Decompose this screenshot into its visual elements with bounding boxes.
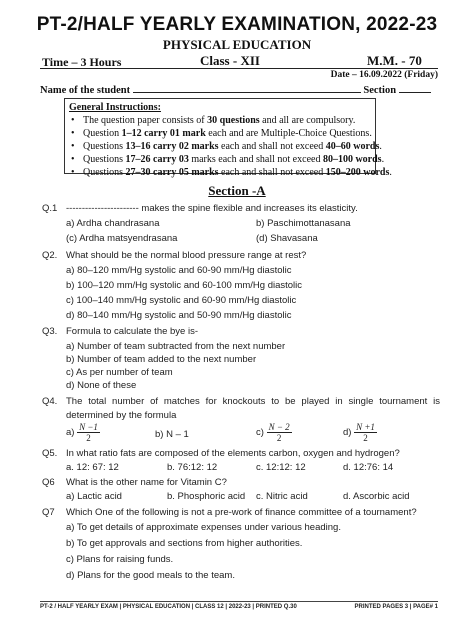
option-c: c) $\frac{N - 2}{2}$ [256,422,290,443]
option-d: d) 80–140 mm/Hg systolic and 50-90 mm/Hg diastolic [66,310,292,321]
question-text: Which One of the following is not a pre-work of finance committee of a tournament? [66,507,417,518]
max-marks-label: M.M. - 70 [367,53,422,68]
instruction-item: • Question 1–12 carry 01 mark each and are Multiple-Choice Questions. [81,127,371,140]
question-number: Q3. [42,326,58,337]
option-a: a) $\frac{N -1}{2}$ [66,422,98,443]
student-name-label: Name of the student [40,85,131,96]
option-c: c) 100–140 mm/Hg systolic and 60-90 mm/Hg diastolic [66,295,297,306]
exam-title: PT-2/HALF YEARLY EXAMINATION, 2022-23 [36,14,438,35]
footer-page-number: PRINTED PAGES 3 | PAGE# 1 [354,604,438,610]
question-number: Q4. [42,396,58,407]
section-blank [399,84,431,93]
student-name-blank [133,84,361,93]
question-number: Q6 [42,477,55,488]
question-text: In what ratio fats are composed of the elements carbon, oxygen and hydrogen? [66,448,400,459]
option-d: d) Plans for the good meals to the team. [66,570,235,581]
option-a: a) Lactic acid [66,491,122,502]
option-b: b. 76:12: 12 [167,462,218,473]
option-b: b) Number of team added to the next number [66,354,257,365]
class-label: Class - XII [200,53,260,68]
instruction-item: • Questions 17–26 carry 03 marks each and shall not exceed 80–100 words. [81,153,371,166]
instruction-item: • Questions 13–16 carry 02 marks each and shall not exceed 40–60 words. [81,140,371,153]
section-a-heading: Section -A [208,183,266,198]
option-b: b) To get approvals and sections from higher authorities. [66,538,303,549]
option-b: b) 100–120 mm/Hg systolic and 60-100 mm/Hg diastolic [66,280,303,291]
option-b: b. Phosphoric acid [167,491,246,502]
section-label: Section [363,85,397,96]
footer-left-text: PT-2 / HALF YEARLY EXAM | PHYSICAL EDUCATION | CLASS 12 | 2022-23 | PRINTED Q.30 [40,604,297,610]
footer-rule [40,601,438,602]
question-text: The total number of matches for knockouts to be played in single tournament is [66,396,440,407]
subject-heading: PHYSICAL EDUCATION [162,37,312,52]
option-a: a. 12: 67: 12 [66,462,119,473]
instruction-item: • The question paper consists of 30 questions and all are compulsory. [81,114,371,127]
option-c: c. 12:12: 12 [256,462,306,473]
option-d: d) $\frac{N +1}{2}$ [343,422,375,443]
page-footer [40,604,438,610]
question-text: Formula to calculate the bye is- [66,326,199,337]
option-a: a) To get details of approximate expenses under various heading. [66,522,341,533]
question-text: What should be the normal blood pressure range at rest? [66,250,307,261]
option-a: a) Ardha chandrasana [66,218,160,229]
exam-date: Date – 16.09.2022 (Friday) [330,70,438,80]
option-b: b) Paschimottanasana [256,218,351,229]
question-number: Q.1 [42,203,58,214]
instructions-title: General Instructions: [69,102,161,113]
question-text: ----------------------- makes the spine flexible and increases its elasticity. [66,203,358,214]
option-c: (c) Ardha matsyendrasana [66,233,178,244]
student-info-line [40,84,440,96]
general-instructions-box [64,98,392,178]
option-c: c) As per number of team [66,367,173,378]
option-b: b) N – 1 [155,429,189,440]
time-label: Time – 3 Hours [42,55,122,69]
option-d: d. Ascorbic acid [343,491,410,502]
header-rule [40,68,438,69]
option-d: (d) Shavasana [256,233,318,244]
instruction-item: • Questions 27–30 carry 05 marks each and shall not exceed 150–200 words. [81,166,371,179]
question-number: Q2. [42,250,58,261]
option-c: c. Nitric acid [256,491,308,502]
question-number: Q7 [42,507,55,518]
question-number: Q5. [42,448,58,459]
instructions-list [69,114,392,179]
option-d: d. 12:76: 14 [343,462,394,473]
question-text-continued: determined by the formula [66,410,177,421]
option-a: a) 80–120 mm/Hg systolic and 60-90 mm/Hg diastolic [66,265,292,276]
option-c: c) Plans for raising funds. [66,554,174,565]
option-d: d) None of these [66,380,137,391]
question-text: What is the other name for Vitamin C? [66,477,227,488]
option-a: a) Number of team subtracted from the next number [66,341,286,352]
